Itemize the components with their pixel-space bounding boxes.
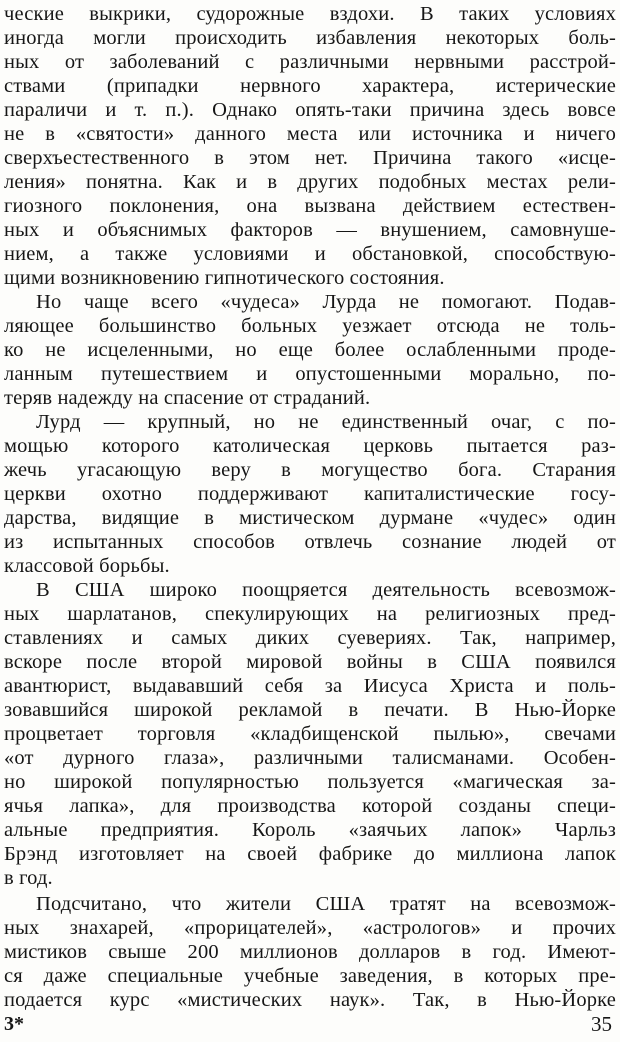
text-line: ся даже специальные учебные заведения, в которых пре-: [4, 965, 616, 987]
text-line: ных от заболеваний с различными нервными расстрой-: [4, 51, 616, 73]
text-line: вскоре после второй мировой войны в США появился: [4, 651, 616, 673]
text-line: в год.: [4, 867, 53, 889]
text-line: но широкой популярностью пользуется «магическая за-: [4, 771, 616, 793]
text-line: «от дурного глаза», различными талисманами. Особен-: [4, 747, 616, 769]
text-line: ных знахарей, «прорицателей», «астрологов» и прочих: [4, 917, 616, 939]
text-line: Подсчитано, что жители США тратят на всевозмож-: [36, 893, 616, 915]
text-line: ляющее большинство больных уезжает отсюда не толь-: [4, 315, 616, 337]
text-line: щими возникновению гипнотического состояния.: [4, 267, 445, 289]
text-line: ствами (припадки нервного характера, истерические: [4, 75, 616, 97]
text-line: мистиков свыше 200 миллионов долларов в год. Имеют-: [4, 941, 616, 963]
text-line: ланным путешествием и опустошенными морально, по-: [4, 363, 616, 385]
text-line: церкви охотно поддерживают капиталистические госу-: [4, 483, 616, 505]
text-line: параличи и т. п.). Однако опять-таки причина здесь вовсе: [4, 99, 616, 121]
text-line: не в «святости» данного места или источника и ничего: [4, 123, 616, 145]
text-line: нием, а также условиями и обстановкой, способствую-: [4, 243, 616, 265]
text-line: ных шарлатанов, спекулирующих на религиозных пред-: [4, 603, 616, 625]
page-number: 35: [591, 1012, 612, 1036]
text-line: жечь угасающую веру в могущество бога. Старания: [4, 459, 616, 481]
text-line: В США широко поощряется деятельность всевозмож-: [36, 579, 616, 601]
text-line: теряв надежду на спасение от страданий.: [4, 387, 371, 409]
signature-mark: 3*: [4, 1013, 24, 1035]
text-line: Брэнд изготовляет на своей фабрике до миллиона лапок: [4, 843, 616, 865]
text-line: ных и объяснимых факторов — внушением, самовнуше-: [4, 219, 616, 241]
text-line: зовавшийся широкой рекламой в печати. В Нью-Йорке: [4, 699, 616, 721]
text-line: ления» понятна. Как и в других подобных местах рели-: [4, 171, 616, 193]
text-line: гиозного поклонения, она вызвана действием естествен-: [4, 195, 616, 217]
text-line: дарства, видящие в мистическом дурмане «чудес» один: [4, 507, 616, 529]
text-line: альные предприятия. Король «заячьих лапок» Чарльз: [4, 819, 616, 841]
text-line: ставлениях и самых диких суевериях. Так, например,: [4, 627, 616, 649]
text-line: сверхъестественного в этом нет. Причина такого «исце-: [4, 147, 616, 169]
text-line: авантюрист, выдававший себя за Иисуса Христа и поль-: [4, 675, 616, 697]
text-line: иногда могли происходить избавления некоторых боль-: [4, 27, 616, 49]
text-line: классовой борьбы.: [4, 555, 170, 577]
text-line: Но чаще всего «чудеса» Лурда не помогают. Подав-: [36, 291, 616, 313]
text-line: Лурд — крупный, но не единственный очаг, с по-: [36, 411, 616, 433]
text-line: ческие выкрики, судорожные вздохи. В таких условиях: [4, 3, 616, 25]
text-line: из испытанных способов отвлечь сознание людей от: [4, 531, 616, 553]
text-line: ко не исцеленными, но еще более ослабленными проде-: [4, 339, 616, 361]
text-line: процветает торговля «кладбищенской пылью», свечами: [4, 723, 616, 745]
text-line: подается курс «мистических наук». Так, в Нью-Йорке: [4, 989, 616, 1011]
text-line: ячья лапка», для производства которой созданы специ-: [4, 795, 616, 817]
text-line: мощью которого католическая церковь пытается раз-: [4, 435, 616, 457]
